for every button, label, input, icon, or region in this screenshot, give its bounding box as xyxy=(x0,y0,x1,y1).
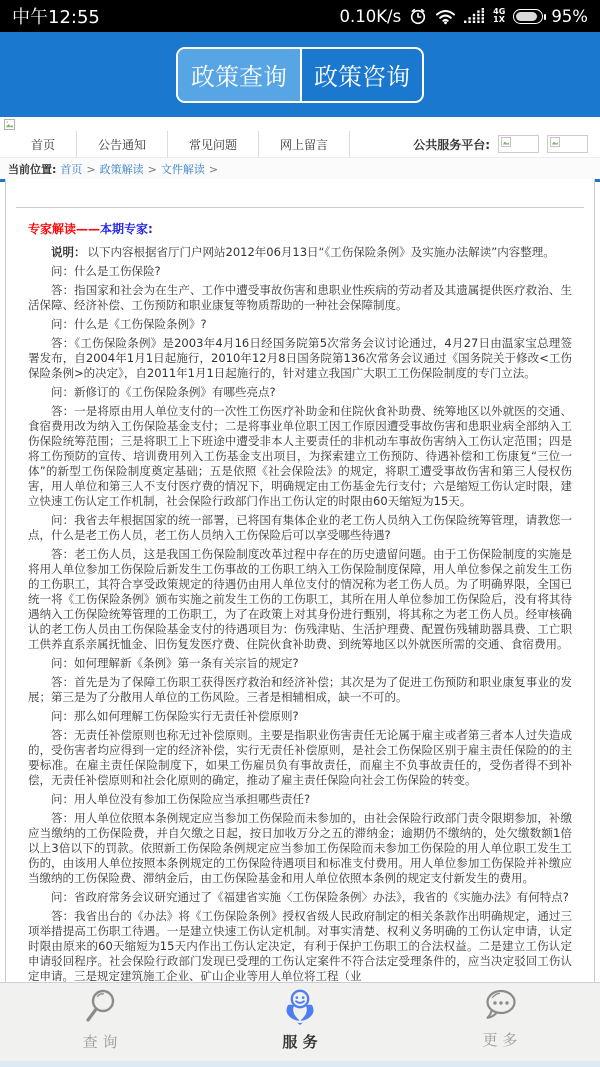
platform-label: 公共服务平台: xyxy=(413,137,490,152)
qa-paragraph: 答：老工伤人员，这是我国工伤保险制度改革过程中存在的历史遗留问题。由于工伤保险制度的实施是将用人单位参加工伤保险后新发生工伤事故的工伤职工纳入工伤保险制度保障，用人单位参保之前发生工伤的工伤职工，其符合享受政策规定的待遇仍由用人单位支付的情况称为老工伤人员。为了明确界限，全国已统一将《工伤保险条例》颁布实施之前发生工伤的工伤职工，其所在用人单位参加工伤保险后，没有将其待遇纳入工伤保险统筹管理的工伤职工，为了在政策上对其身份进行甄别，将其称之为老工伤人员。经审核确认的老工伤人员由工伤保险基金支付的待遇项目为：伤残津贴、生活护理费、配置伤残辅助器具费、工亡职工供养直系亲属抚恤金、旧伤复发医疗费、住院伙食补助费、到统筹地区以外就医所需的交通、食宿费用。 xyxy=(28,547,572,651)
expert-heading-blue: 本期专家: xyxy=(100,222,153,236)
breadcrumb-link[interactable]: 首页 xyxy=(60,163,83,176)
network-type-label: 4G 1X xyxy=(493,7,506,24)
breadcrumb-separator: > xyxy=(208,163,219,176)
tab-policy-consult[interactable]: 政策咨询 xyxy=(300,49,422,101)
qa-paragraph: 问：那么如何理解工伤保险实行无责任补偿原则? xyxy=(51,709,299,723)
qa-paragraph: 答：首先是为了保障工伤职工获得医疗救治和经济补偿；其次是为了促进工伤预防和职业康复事业的发展；第三是为了分散用人单位的工伤风险。三者是相辅相成，缺一不可的。 xyxy=(28,675,572,704)
site-nav-item[interactable]: 公告通知 xyxy=(77,131,168,157)
bottom-nav-more-label: 更 多 xyxy=(482,1031,518,1049)
qa-paragraph: 问：我省去年根据国家的统一部署，已将国有集体企业的老工伤人员纳入工伤保险统筹管理，请教您一点，什么是老工伤人员，老工伤人员纳入工伤保险后可以享受哪些待遇? xyxy=(28,513,572,542)
qa-paragraph: 问：新修订的《工伤保险条例》有哪些亮点? xyxy=(51,385,276,399)
platform-image-1[interactable] xyxy=(498,135,539,153)
chat-bubble-more-icon xyxy=(480,988,520,1024)
platform-image-2[interactable] xyxy=(547,135,588,153)
breadcrumb-link[interactable]: 文件解读 xyxy=(160,163,205,176)
site-nav-item[interactable]: 网上留言 xyxy=(259,131,350,157)
service-hands-smiley-icon xyxy=(280,988,320,1026)
breadcrumb-separator: > xyxy=(147,163,157,176)
breadcrumb-link[interactable]: 政策解读 xyxy=(99,163,144,176)
public-service-platform xyxy=(413,131,600,157)
alarm-icon xyxy=(409,7,427,25)
bottom-nav-query-label: 查 询 xyxy=(82,1033,118,1051)
subheader xyxy=(0,117,600,182)
qa-paragraph: 答：用人单位依照本条例规定应当参加工伤保险而未参加的，由社会保险行政部门责令限期参加，补缴应当缴纳的工伤保险费，并自欠缴之日起，按日加收万分之五的滞纳金；逾期仍不缴纳的，处欠缴数额1倍以上3倍以下的罚款。依照新工伤保险条例规定应当参加工伤保险而未参加工伤保险的用人单位职工发生工伤的，由该用人单位按照本条例规定的工伤保险待遇项目和标准支付费用。用人单位参加工伤保险并补缴应当缴纳的工伤保险费、滞纳金后，由工伤保险基金和用人单位依照本条例的规定支付新发生的费用。 xyxy=(28,811,572,885)
bottom-nav-query[interactable] xyxy=(0,983,200,1067)
qa-paragraph: 答：我省出台的《办法》将《工伤保险条例》授权省级人民政府制定的相关条款作出明确规定，通过三项举措提高工伤职工待遇。一是建立快速工伤认定机制。对事实清楚、权利义务明确的工伤认定申请，认定时限由原来的60天缩短为15天内作出工伤认定决定，有利于保护工伤职工的合法权益。二是建立工伤认定申请驳回程序。社会保险行政部门发现已受理的工伤认定案件不符合法定受理条件的，应当决定驳回工伤认定申请。三是规定建筑施工企业、矿山企业等用人单位将工程（业 xyxy=(28,909,572,982)
qa-paragraph: 答：《工伤保险条例》是2003年4月16日经国务院第5次常务会议讨论通过，4月27日由温家宝总理签署发布，自2004年1月1日起施行，2010年12月8日国务院第136次常务会议通过《国务院关于修改<工伤保险条例>的决定》，自2011年1月1日起施行的，针对建立我国广大职工工伤保险制度的专门立法。 xyxy=(28,336,572,380)
qa-paragraph: 问：省政府常务会议研究通过了《福建省实施〈工伤保险条例〉办法》，我省的《实施办法》有何特点? xyxy=(51,890,569,904)
breadcrumb-separator: > xyxy=(86,163,96,176)
qa-paragraph: 答：一是将原由用人单位支付的一次性工伤医疗补助金和住院伙食补助费、统筹地区以外就医的交通、食宿费用改为纳入工伤保险基金支付；二是将事业单位职工因工作原因遭受事故伤害和患职业病全部纳入工伤保险统筹范围；三是将职工上下班途中遭受非本人主要责任的非机动车事故伤害纳入工伤认定范围；四是将工伤预防的宣传、培训费用列入工伤基金支出项目，为探索建立工伤预防、待遇补偿和工伤康复“三位一体”的新型工伤保险制度奠定基础；五是依照《社会保险法》的规定，将职工遭受事故伤害和第三人侵权伤害，用人单位和第三人不支付医疗费的情况下，明确规定由工伤基金先行支付；六是缩短工伤认定时限，建立快速工伤认定工作机制，社会保险行政部门作出工伤认定的时限由60天缩短为15天。 xyxy=(28,404,572,508)
breadcrumb-label: 当前位置: xyxy=(8,163,57,176)
status-icons xyxy=(339,7,588,26)
clock-label: 中午12:55 xyxy=(12,7,100,28)
qa-paragraph: 问：什么是《工伤保险条例》? xyxy=(51,317,207,331)
qa-list xyxy=(28,264,572,982)
search-icon xyxy=(81,988,119,1026)
bottom-nav-service-label: 服 务 xyxy=(282,1033,318,1051)
note-label: 说明： xyxy=(51,245,86,259)
battery-percent-label: 95% xyxy=(551,6,588,26)
policy-tabs xyxy=(176,47,424,103)
article-top-divider xyxy=(16,207,584,208)
qa-paragraph: 问：如何理解新《条例》第一条有关宗旨的规定? xyxy=(51,656,299,670)
breadcrumb xyxy=(0,158,600,179)
battery-icon xyxy=(513,9,543,24)
site-nav xyxy=(0,131,600,158)
broken-image-icon xyxy=(0,117,600,131)
expert-heading-red: 专家解读—— xyxy=(28,222,101,236)
site-nav-item[interactable]: 常见问题 xyxy=(168,131,259,157)
article-note xyxy=(28,245,572,260)
note-text: 以下内容根据省厅门户网站2012年06月13日“《工伤保险条例》及实施办法解读”内容整理。 xyxy=(87,245,555,259)
expert-heading xyxy=(28,220,572,237)
qa-paragraph: 答：无责任补偿原则也称无过补偿原则。主要是指职业伤害责任无论属于雇主或者第三者本人过失造成的，受伤害者均应得到一定的经济补偿，实行无责任补偿原则，是社会工伤保险区别于雇主责任保险的的主要标准。在雇主责任保险制度下，如果工伤雇员负有事故责任，而雇主不负事故责任的，受伤者得不到补偿，无责任补偿原则和社会化原则的确定，推动了雇主责任保险向社会工伤保险的转变。 xyxy=(28,728,572,787)
qa-paragraph: 答：指国家和社会为在生产、工作中遭受事故伤害和患职业性疾病的劳动者及其遗属提供医疗救治、生活保障、经济补偿、工伤预防和职业康复等物质帮助的一种社会保障制度。 xyxy=(28,283,572,312)
breadcrumb-links xyxy=(60,161,222,177)
bottom-nav-more[interactable] xyxy=(400,983,600,1067)
qa-paragraph: 问：用人单位没有参加工伤保险应当承担哪些责任? xyxy=(51,792,311,806)
status-bar xyxy=(0,0,600,32)
qa-paragraph: 问：什么是工伤保险? xyxy=(51,264,161,278)
wifi-icon xyxy=(435,8,456,25)
signal-strength-icon xyxy=(464,8,485,24)
bottom-strip xyxy=(0,1061,600,1067)
bottom-nav-service[interactable] xyxy=(200,983,400,1067)
tab-policy-query[interactable]: 政策查询 xyxy=(178,49,300,101)
net-speed-label: 0.10K/s xyxy=(339,6,402,26)
app-header xyxy=(0,32,600,117)
bottom-nav xyxy=(0,982,600,1067)
article-content xyxy=(5,179,595,982)
site-nav-item[interactable]: 首页 xyxy=(10,131,77,157)
